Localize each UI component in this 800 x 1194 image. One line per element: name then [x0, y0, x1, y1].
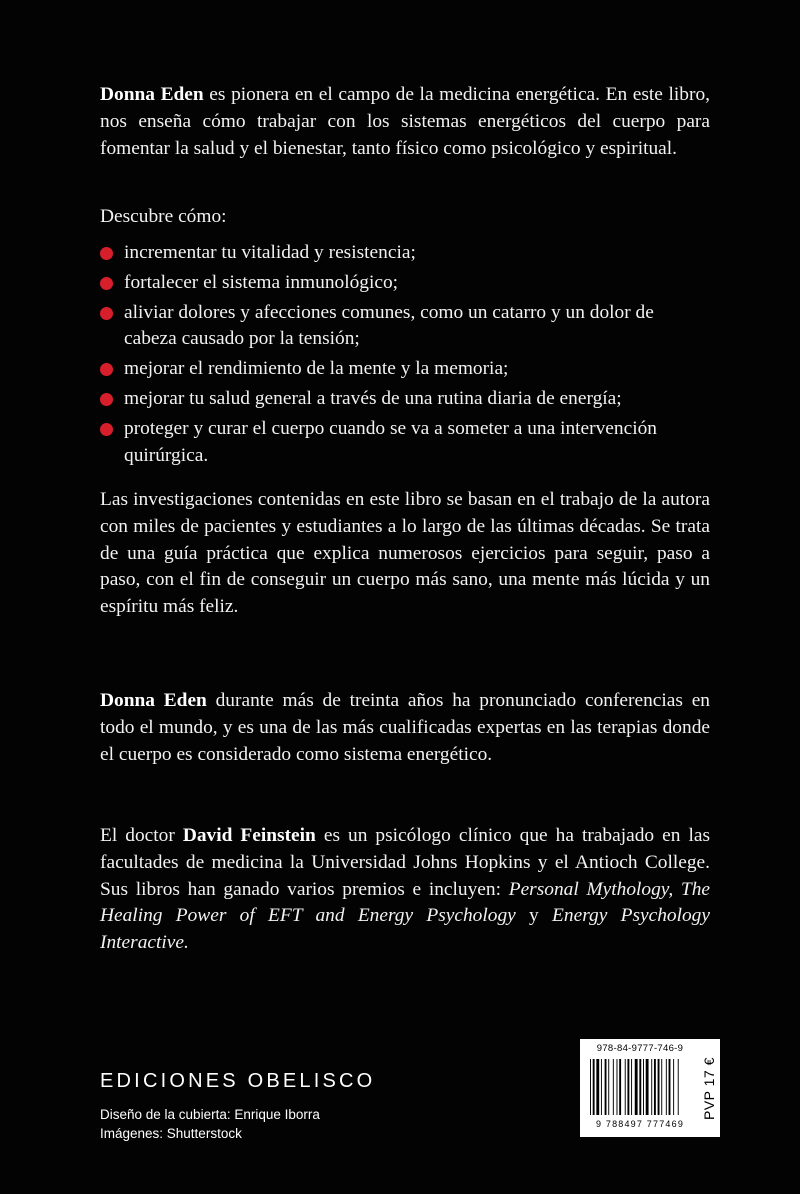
price-label: PVP 17 € — [701, 1057, 717, 1121]
intro-text: es pionera en el campo de la medicina energética. En este libro, nos enseña cómo trabajar con los sistemas energéticos del cuerpo para fomentar la salud y el bienestar, tanto físico como psicológico y espiritual. — [100, 84, 710, 159]
list-item — [100, 300, 710, 354]
list-item — [100, 416, 710, 470]
barcode-bar — [646, 1059, 649, 1115]
barcode-bar — [678, 1059, 679, 1115]
intro-paragraph — [100, 82, 710, 162]
author-bio-eden — [100, 688, 710, 768]
barcode-bar — [617, 1059, 618, 1115]
isbn-number: 978-84-9777-746-9 — [596, 1043, 684, 1054]
list-item — [100, 386, 710, 413]
barcode-bar — [631, 1059, 632, 1115]
list-item-text: aliviar dolores y afecciones comunes, como un catarro y un dolor de cabeza causado por la tensión; — [124, 301, 654, 350]
barcode-bar — [590, 1059, 591, 1115]
bullet-icon — [100, 393, 113, 406]
barcode-bar — [596, 1059, 599, 1115]
barcode-bar — [651, 1059, 652, 1115]
list-item-text: mejorar tu salud general a través de una rutina diaria de energía; — [124, 387, 622, 409]
list-item-text: incrementar tu vitalidad y resistencia; — [124, 242, 416, 263]
barcode-bar — [619, 1059, 621, 1115]
barcode-bar — [605, 1059, 607, 1115]
book-title: Energy Psychology Interactive. — [100, 905, 710, 954]
research-paragraph: Las investigaciones contenidas en este libro se basan en el trabajo de la autora con miles de pacientes y estudiantes a lo largo de las últimas décadas. Se trata de una guía práctica que explica numerosos ejercicios para seguir, paso a paso, con el fin de conseguir un cuerpo más sano, una mente más lúcida y un espíritu más feliz. — [100, 489, 710, 618]
bio-name: Donna Eden — [100, 690, 207, 711]
bullet-icon — [100, 363, 113, 376]
barcode-label — [580, 1039, 720, 1137]
author-name: Donna Eden — [100, 84, 204, 105]
barcode-bar — [639, 1059, 641, 1115]
credits — [100, 1105, 320, 1143]
barcode-bar — [608, 1059, 609, 1115]
images-credit: Imágenes: Shutterstock — [100, 1126, 242, 1141]
bio-text: es un psicólogo clínico que ha trabajado en las facultades de medicina la Universidad Johns Hopkins y el Antioch College. Sus libros han ganado varios premios e incluyen: — [100, 825, 710, 900]
list-item-text: mejorar el rendimiento de la mente y la memoria; — [124, 358, 509, 380]
bio-joiner: y — [515, 905, 553, 927]
discover-heading: Descubre cómo: — [100, 206, 227, 227]
benefits-list — [100, 240, 710, 472]
bullet-icon — [100, 307, 113, 320]
bullet-icon — [100, 247, 113, 260]
bio-prefix: El doctor — [100, 825, 183, 846]
barcode-bar — [643, 1059, 644, 1115]
barcode-bar — [658, 1059, 660, 1115]
list-item — [100, 270, 710, 297]
publisher-logo: EDICIONES OBELISCO — [100, 1070, 376, 1092]
list-item-text: fortalecer el sistema inmunológico; — [124, 271, 399, 293]
barcode-bar — [635, 1059, 638, 1115]
barcode-bar — [669, 1059, 671, 1115]
bullet-icon — [100, 423, 113, 436]
bio-name: David Feinstein — [182, 825, 316, 846]
book-titles: Personal Mythology, The Healing Power of EFT and Energy Psychology — [100, 878, 710, 927]
list-item-text: proteger y curar el cuerpo cuando se va a someter a una intervención quirúrgica. — [124, 417, 657, 466]
barcode-bar — [601, 1059, 602, 1115]
barcode-bar — [593, 1059, 595, 1115]
bullet-icon — [100, 277, 113, 290]
barcode-icon — [590, 1059, 690, 1115]
barcode-bar — [627, 1059, 629, 1115]
author-bio-feinstein — [100, 823, 710, 957]
barcode-bar — [666, 1059, 667, 1115]
barcode-bar — [613, 1059, 614, 1115]
list-item — [100, 240, 710, 267]
barcode-bar — [673, 1059, 674, 1115]
barcode-bar — [654, 1059, 656, 1115]
list-item — [100, 356, 710, 383]
bio-text: durante más de treinta años ha pronunciado conferencias en todo el mundo, y es una de las más cualificadas expertas en las terapias donde el cuerpo es considerado como sistema energético. — [100, 690, 711, 765]
cover-design-credit: Diseño de la cubierta: Enrique Iborra — [100, 1107, 320, 1122]
barcode-bar — [625, 1059, 626, 1115]
barcode-bar — [661, 1059, 662, 1115]
barcode-digits: 9 788497 777469 — [595, 1119, 685, 1129]
